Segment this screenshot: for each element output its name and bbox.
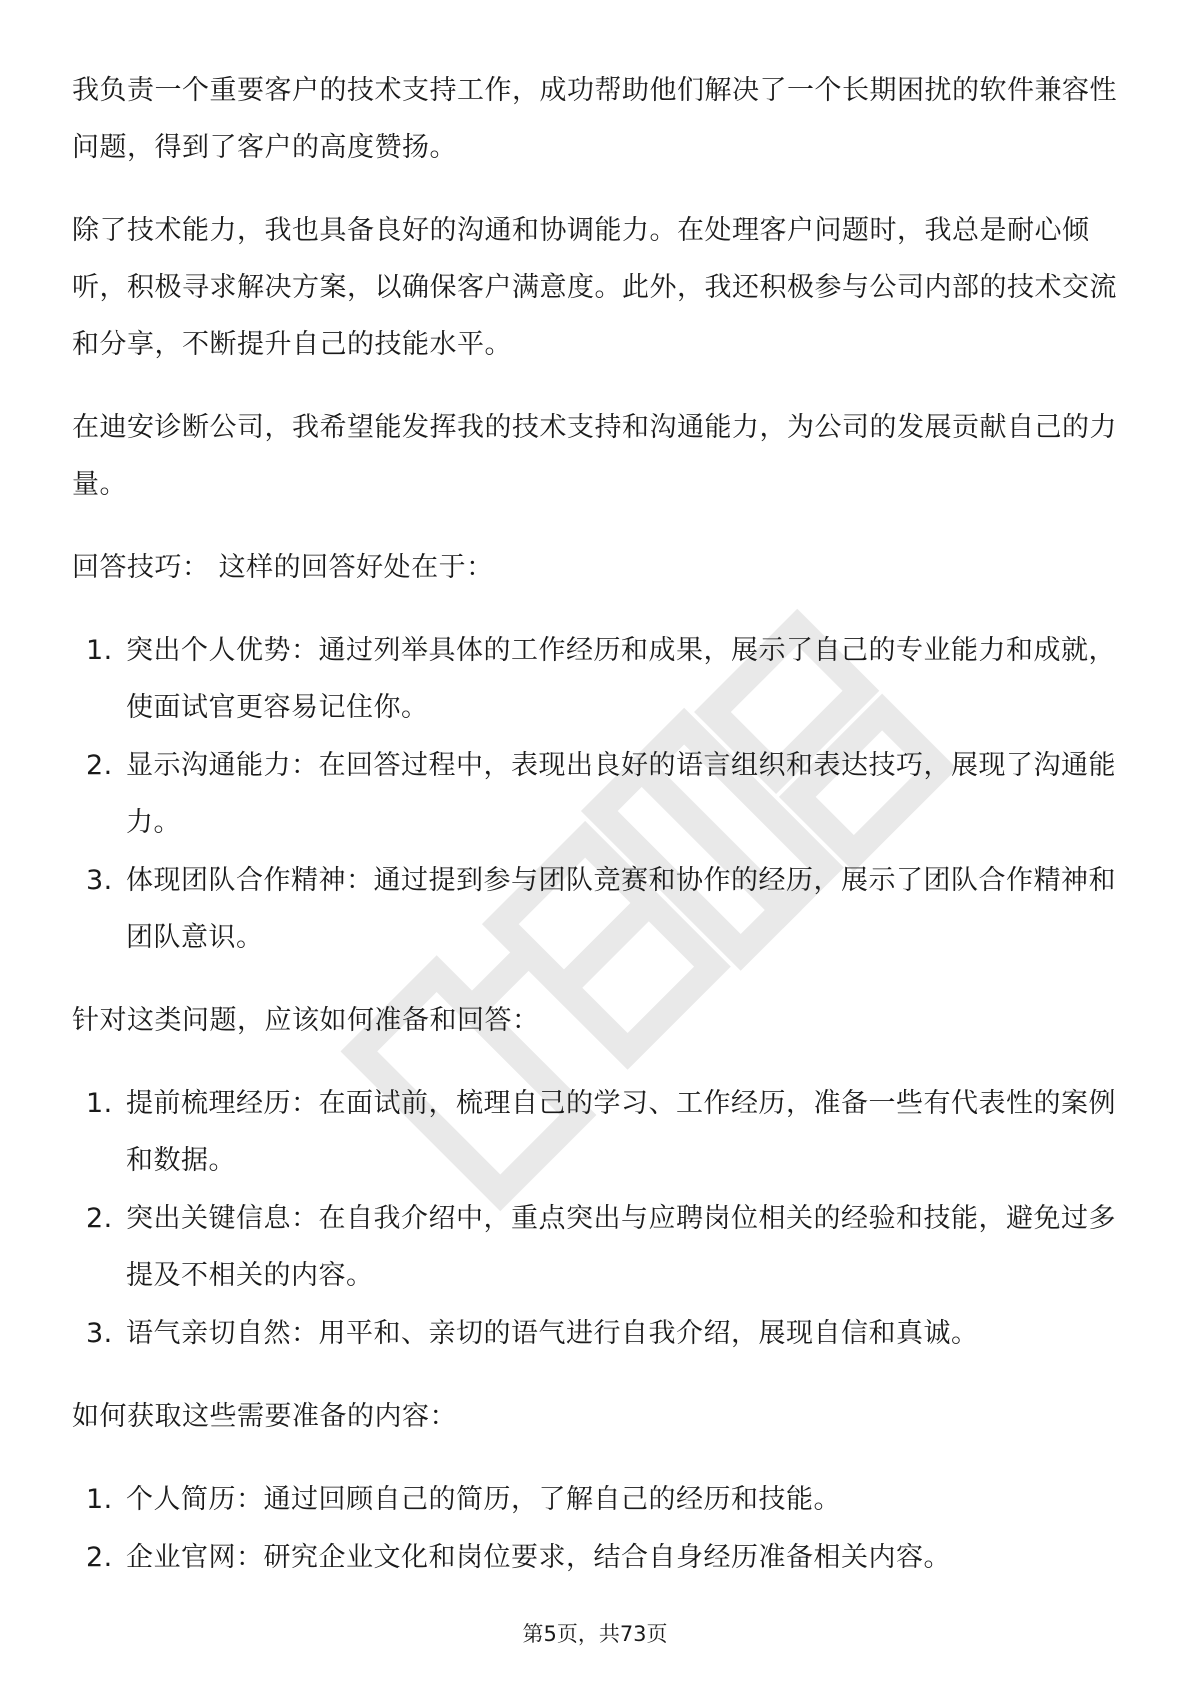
list-number: 3.	[86, 1318, 113, 1349]
list-number: 2.	[86, 750, 113, 781]
page-number: 第5页，共73页	[522, 1622, 668, 1646]
section-heading-answer-tips: 回答技巧： 这样的回答好处在于：	[72, 552, 494, 583]
list-item-text: 语气亲切自然：用平和、亲切的语气进行自我介绍，展现自信和真诚。	[126, 1318, 979, 1349]
list-item	[72, 1190, 1122, 1304]
paragraph-company-goal: 在迪安诊断公司，我希望能发挥我的技术支持和沟通能力，为公司的发展贡献自己的力量。	[72, 412, 1117, 500]
list-item	[72, 622, 1122, 736]
list-number: 1.	[86, 1088, 113, 1119]
list-item-text: 提前梳理经历：在面试前，梳理自己的学习、工作经历，准备一些有代表性的案例和数据。	[126, 1088, 1116, 1176]
document-body	[72, 62, 1122, 1612]
sources-list	[72, 1471, 1122, 1586]
list-item	[72, 1471, 1122, 1528]
list-number: 1.	[86, 635, 113, 666]
list-item-text: 突出个人优势：通过列举具体的工作经历和成果，展示了自己的专业能力和成就，使面试官更容易记住你。	[126, 635, 1116, 723]
paragraph-customer-support: 我负责一个重要客户的技术支持工作，成功帮助他们解决了一个长期困扰的软件兼容性问题，得到了客户的高度赞扬。	[72, 75, 1117, 163]
list-item	[72, 1305, 1122, 1362]
list-number: 3.	[86, 865, 113, 896]
list-item-text: 显示沟通能力：在回答过程中，表现出良好的语言组织和表达技巧，展现了沟通能力。	[126, 750, 1116, 838]
list-number: 2.	[86, 1203, 113, 1234]
paragraph-communication: 除了技术能力，我也具备良好的沟通和协调能力。在处理客户问题时，我总是耐心倾听，积极寻求解决方案，以确保客户满意度。此外，我还积极参与公司内部的技术交流和分享，不断提升自己的技能水平。	[72, 215, 1117, 360]
list-item-text: 体现团队合作精神：通过提到参与团队竞赛和协作的经历，展示了团队合作精神和团队意识。	[126, 865, 1116, 953]
list-item	[72, 852, 1122, 966]
list-number: 2.	[86, 1542, 113, 1573]
list-item-text: 企业官网：研究企业文化和岗位要求，结合自身经历准备相关内容。	[126, 1542, 951, 1573]
list-item	[72, 737, 1122, 851]
list-number: 1.	[86, 1484, 113, 1515]
list-item-text: 突出关键信息：在自我介绍中，重点突出与应聘岗位相关的经验和技能，避免过多提及不相关的内容。	[126, 1203, 1116, 1291]
list-item	[72, 1529, 1122, 1586]
section-heading-sources: 如何获取这些需要准备的内容：	[72, 1401, 457, 1432]
list-item	[72, 1075, 1122, 1189]
list-item-text: 个人简历：通过回顾自己的简历，了解自己的经历和技能。	[126, 1484, 841, 1515]
answer-tips-list	[72, 622, 1122, 966]
section-heading-preparation: 针对这类问题，应该如何准备和回答：	[72, 1005, 540, 1036]
preparation-list	[72, 1075, 1122, 1362]
